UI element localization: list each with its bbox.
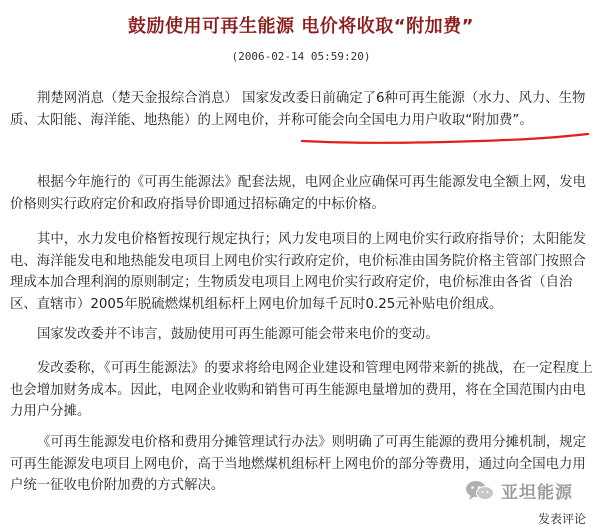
- red-hand-underline: [300, 132, 590, 146]
- paragraph-5: 发改委称，《可再生能源法》的要求将给电网企业建设和管理电网带来新的挑战，在一定程度上也会增加财务成本。因此，电网企业收购和销售可再生能源电量增加的费用，将在全国范围内由电力用户分摊。: [10, 361, 593, 419]
- paragraph-3: 其中，水力发电价格暂按现行规定执行；风力发电项目的上网电价实行政府指导价；太阳能发电、海洋能发电和地热能发电项目上网电价实行政府定价，电价标准由国务院价格主管部门按照合理成本加合理利润的原则制定；生物质发电项目上网电价实行政府定价，电价标准由各省（自治区、直辖市）2005年脱硫燃煤机组标杆上网电价加每千瓦时0.25元补贴电价组成。: [10, 232, 587, 312]
- paragraph-1: 荆楚网消息（楚天金报综合消息） 国家发改委日前确定了6种可再生能源（水力、风力、生物质、太阳能、海洋能、地热能）的上网电价，并称可能会向全国电力用户收取“附加费”。: [10, 91, 586, 128]
- wechat-icon: [465, 479, 495, 503]
- article-title: 鼓励使用可再生能源 电价将收取“附加费”: [128, 16, 474, 37]
- article-date: (2006-02-14 05:59:20): [231, 50, 371, 63]
- paragraph-4: 国家发改委并不讳言，鼓励使用可再生能源可能会带来电价的变动。: [37, 327, 439, 342]
- watermark-text: 亚坦能源: [501, 483, 573, 503]
- paragraph-6: 《可再生能源发电价格和费用分摊管理试行办法》则明确了可再生能源的费用分摊机制，规定可再生能源发电项目上网电价，高于当地燃煤机组标杆上网电价的部分等费用，通过向全国电力用户统一征收电价附加费的方式解决。: [10, 435, 587, 493]
- watermark: [465, 478, 573, 503]
- cutoff-text[interactable]: 发表评论: [538, 512, 587, 526]
- paragraph-2: 根据今年施行的《可再生能源法》配套法规，电网企业应确保可再生能源发电全额上网，发电价格则实行政府定价和政府指导价即通过招标确定的中标价格。: [10, 175, 587, 212]
